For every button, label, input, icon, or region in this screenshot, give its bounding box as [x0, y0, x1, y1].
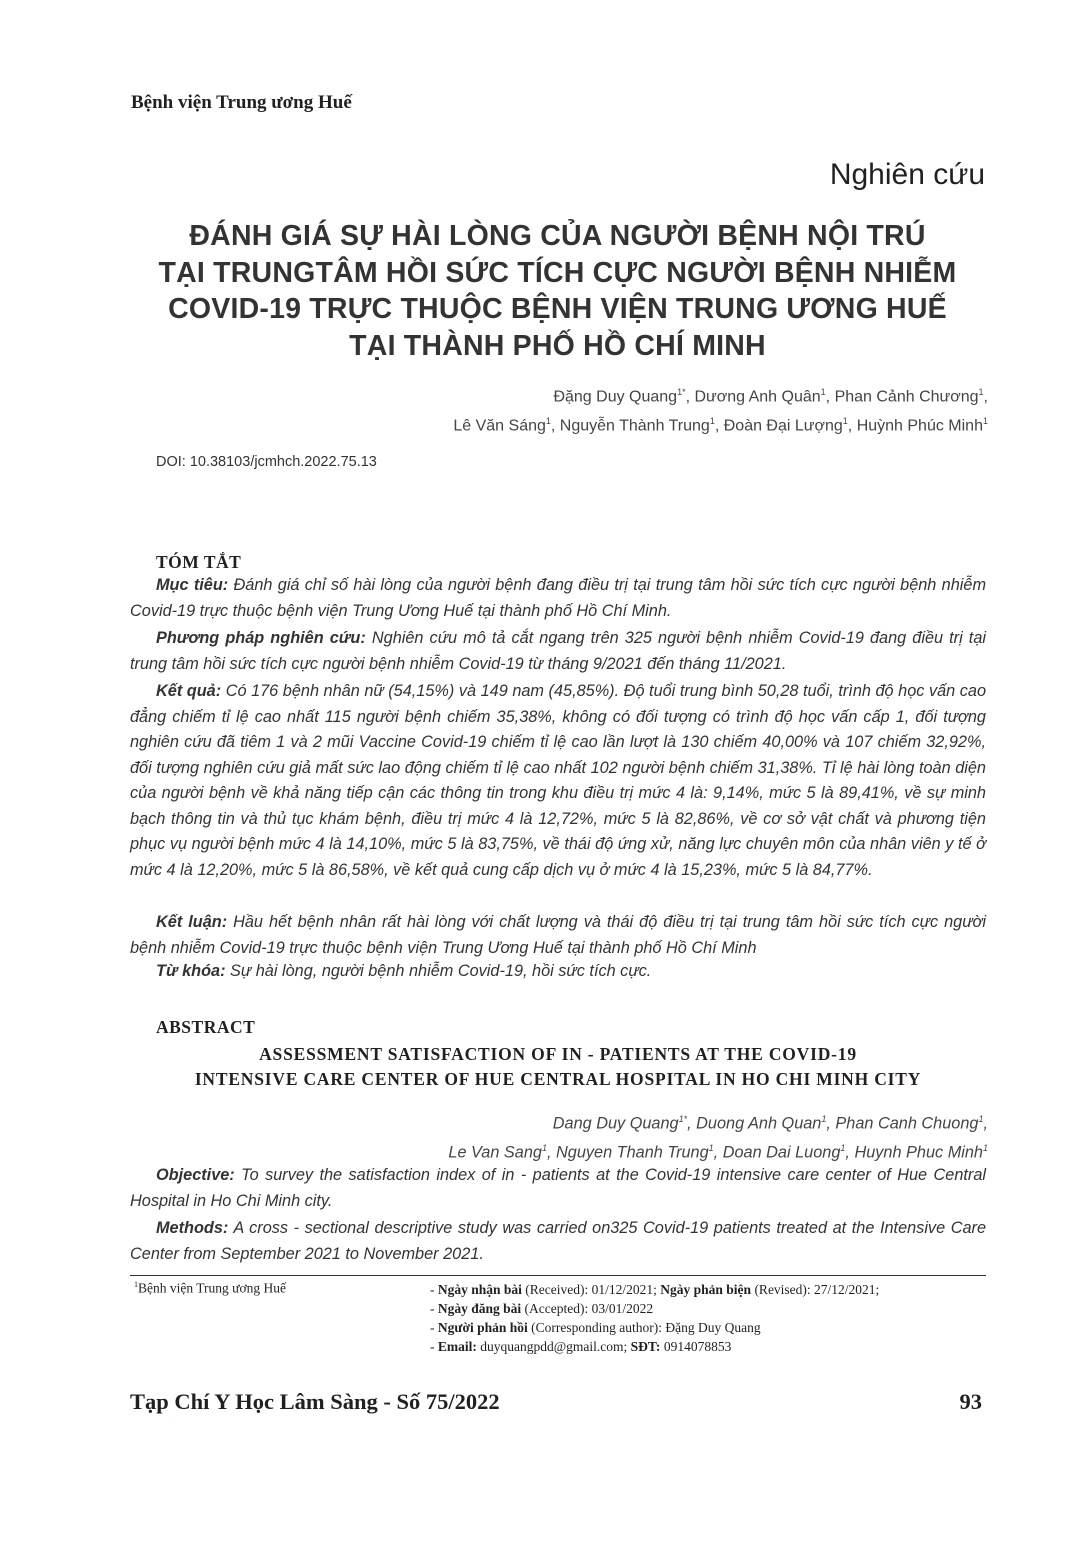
summary-methods — [130, 626, 986, 677]
abstract-title — [130, 1042, 986, 1092]
summary-results — [130, 679, 986, 883]
author-name: Đặng Duy Quang — [553, 388, 678, 406]
title-line: COVID-19 TRỰC THUỘC BỆNH VIỆN TRUNG ƯƠNG HUẾ — [168, 293, 947, 325]
paragraph-text: A cross - sectional descriptive study was carried on325 Covid-19 patients treated at the Intensive Care Center from September 2021 to November 2021. — [130, 1219, 986, 1263]
author-list-en — [448, 1107, 988, 1166]
paragraph-text: Đánh giá chỉ số hài lòng của người bệnh đang điều trị tại trung tâm hồi sức tích cực người bệnh nhiễm Covid-19 trực thuộc bệnh viện Trung Ương Huế tại thành phố Hồ Chí Minh. — [130, 576, 987, 620]
meta-label: Người phản hồi — [437, 1320, 528, 1335]
author-line — [448, 1107, 988, 1136]
author-affiliation: 1 — [541, 1143, 547, 1154]
meta-value: (Received): 01/12/2021; — [521, 1282, 661, 1297]
paragraph-text: Nghiên cứu mô tả cắt ngang trên 325 người bệnh nhiễm Covid-19 đang điều trị tại trung tâm hồi sức tích cực người bệnh nhiễm Covid-19 từ tháng 9/2021 đến tháng 11/2021. — [130, 629, 986, 673]
author-line — [448, 1136, 988, 1165]
article-title — [130, 218, 985, 364]
paragraph-label: Từ khóa: — [156, 962, 226, 980]
author-name: Lê Văn Sáng — [453, 417, 546, 435]
author-name: , Phan Canh Chuong — [826, 1114, 979, 1133]
paragraph-text: To survey the satisfaction index of in - patients at the Covid-19 intensive care center of Hue Central Hospital in Ho Chi Minh city. — [130, 1166, 986, 1210]
paragraph-label: Mục tiêu: — [156, 576, 229, 594]
author-name: Dang Duy Quang — [552, 1114, 679, 1133]
author-affiliation: 1 — [708, 1143, 714, 1154]
abstract-methods — [130, 1216, 986, 1267]
email-link[interactable]: duyquangpdd@gmail.com; — [476, 1339, 631, 1354]
author-affiliation: 1 — [821, 1114, 827, 1124]
meta-label: Ngày phản biện — [660, 1282, 752, 1297]
author-name: , Duong Anh Quan — [687, 1114, 822, 1133]
meta-label: Ngày đăng bài — [437, 1301, 522, 1316]
article-dates — [430, 1280, 879, 1356]
footnote-divider — [130, 1275, 986, 1276]
author-affiliation: 1 — [709, 416, 715, 427]
author-affiliation: 1* — [677, 387, 686, 397]
meta-line — [430, 1280, 879, 1299]
author-name: , Đoàn Đại Lượng — [714, 417, 843, 435]
author-name: Le Van Sang — [448, 1143, 542, 1162]
author-affiliation: 1 — [820, 387, 826, 397]
meta-value: (Accepted): 03/01/2022 — [521, 1301, 654, 1316]
author-affiliation: 1 — [545, 416, 551, 427]
paragraph-text: Có 176 bệnh nhân nữ (54,15%) và 149 nam (45,85%). Độ tuổi trung bình 50,28 tuổi, trình độ học vấn cao đẳng chiếm tỉ lệ cao nhất 115 người bệnh chiếm 35,38%, không có đối tượng có trình độ học vấn cấp 1, đối tượng nghiên cứu đã tiêm 1 và 2 mũi Vaccine Covid-19 chiếm tỉ lệ cao lần lượt là 130 chiếm 40,00% và 107 chiếm 32,92%, đối tượng nghiên cứu giả mất sức lao động chiếm tỉ lệ cao nhất 102 người bệnh chiếm 31,38%. Tỉ lệ hài lòng toàn diện của người bệnh về khả năng tiếp cận các thông tin trong khu điều trị mức 4 là: 9,14%, mức 5 là 89,41%, về sự minh bạch thông tin và thủ tục khám bệnh, điều trị mức 4 là 12,72%, mức 5 là 82,86%, về cơ sở vật chất và phương tiện phục vụ người bệnh mức 4 là 14,10%, mức 5 là 83,75%, về thái độ ứng xử, năng lực chuyên môn của nhân viên y tế ở mức 4 là 12,20%, mức 5 là 86,58%, về kết quả cung cấp dịch vụ ở mức 4 là 15,23%, mức 5 là 84,77%. — [130, 682, 987, 879]
page-number: 93 — [959, 1389, 982, 1414]
doi: DOI: 10.38103/jcmhch.2022.75.13 — [156, 454, 377, 470]
author-affiliation: 1 — [982, 416, 988, 427]
summary-conclusion — [130, 910, 986, 961]
author-name: , Huỳnh Phúc Minh — [847, 417, 983, 435]
title-line: ĐÁNH GIÁ SỰ HÀI LÒNG CỦA NGƯỜI BỆNH NỘI TRÚ — [189, 220, 926, 252]
meta-dash: - — [430, 1320, 438, 1335]
footer-journal: Tạp Chí Y Học Lâm Sàng - Số 75/2022 — [130, 1389, 500, 1414]
summary-keywords — [130, 959, 986, 985]
abstract-objective — [130, 1163, 986, 1214]
paragraph-label: Objective: — [156, 1166, 235, 1184]
meta-value: (Corresponding author): Đặng Duy Quang — [527, 1320, 761, 1335]
paragraph-text: Sự hài lòng, người bệnh nhiễm Covid-19, hồi sức tích cực. — [225, 962, 652, 980]
abstract-title-line: ASSESSMENT SATISFACTION OF IN - PATIENTS AT THE COVID-19 — [259, 1044, 857, 1064]
author-list-vi — [453, 380, 988, 439]
author-name: , Huynh Phuc Minh — [845, 1143, 983, 1162]
summary-objective — [130, 573, 986, 624]
author-affiliation: 1 — [978, 1114, 984, 1124]
author-name: , Phan Cảnh Chương — [825, 388, 979, 406]
author-affiliation: 1 — [982, 1143, 988, 1154]
abstract-heading: ABSTRACT — [156, 1017, 256, 1037]
meta-value: 0914078853 — [660, 1339, 732, 1354]
author-separator: , — [983, 388, 988, 406]
meta-line — [430, 1299, 879, 1318]
paragraph-label: Kết luận: — [156, 913, 228, 931]
paragraph-text: Hầu hết bệnh nhân rất hài lòng với chất lượng và thái độ điều trị tại trung tâm hồi sức tích cực người bệnh nhiễm Covid-19 trực thuộc bệnh viện Trung Ương Huế tại thành phố Hồ Chí Minh — [130, 913, 986, 957]
summary-heading: TÓM TẮT — [156, 552, 242, 572]
author-line — [453, 409, 988, 438]
author-affiliation: 1 — [840, 1143, 846, 1154]
title-line: TẠI THÀNH PHỐ HỒ CHÍ MINH — [349, 329, 766, 362]
author-affiliation: 1 — [978, 387, 984, 397]
meta-dash: - — [430, 1339, 438, 1354]
meta-label: Email: — [437, 1339, 477, 1354]
footnote-affiliation — [134, 1280, 286, 1297]
author-affiliation: 1* — [678, 1114, 688, 1124]
author-name: , Dương Anh Quân — [685, 388, 821, 406]
paragraph-label: Phương pháp nghiên cứu: — [156, 629, 366, 647]
meta-value: (Revised): 27/12/2021; — [751, 1282, 880, 1297]
author-separator: , — [983, 1114, 988, 1133]
meta-dash: - — [430, 1282, 438, 1297]
meta-line — [430, 1337, 879, 1356]
meta-line — [430, 1318, 879, 1337]
meta-label: Ngày nhận bài — [437, 1282, 522, 1297]
affiliation-marker: 1 — [134, 1280, 138, 1289]
paragraph-label: Methods: — [156, 1219, 229, 1237]
paragraph-label: Kết quả: — [156, 682, 222, 700]
meta-label: SĐT: — [630, 1339, 661, 1354]
section-label: Nghiên cứu — [829, 158, 985, 191]
author-name: , Nguyễn Thành Trung — [550, 417, 710, 435]
affiliation-text: Bệnh viện Trung ương Huế — [138, 1280, 286, 1296]
meta-dash: - — [430, 1301, 438, 1316]
abstract-title-line: INTENSIVE CARE CENTER OF HUE CENTRAL HOSPITAL IN HO CHI MINH CITY — [194, 1069, 922, 1089]
author-name: , Nguyen Thanh Trung — [546, 1143, 709, 1162]
author-affiliation: 1 — [842, 416, 848, 427]
running-header: Bệnh viện Trung ương Huế — [131, 92, 352, 113]
title-line: TẠI TRUNGTÂM HỒI SỨC TÍCH CỰC NGƯỜI BỆNH NHIỄM — [158, 256, 957, 289]
author-line — [453, 380, 988, 409]
author-name: , Doan Dai Luong — [713, 1143, 841, 1162]
